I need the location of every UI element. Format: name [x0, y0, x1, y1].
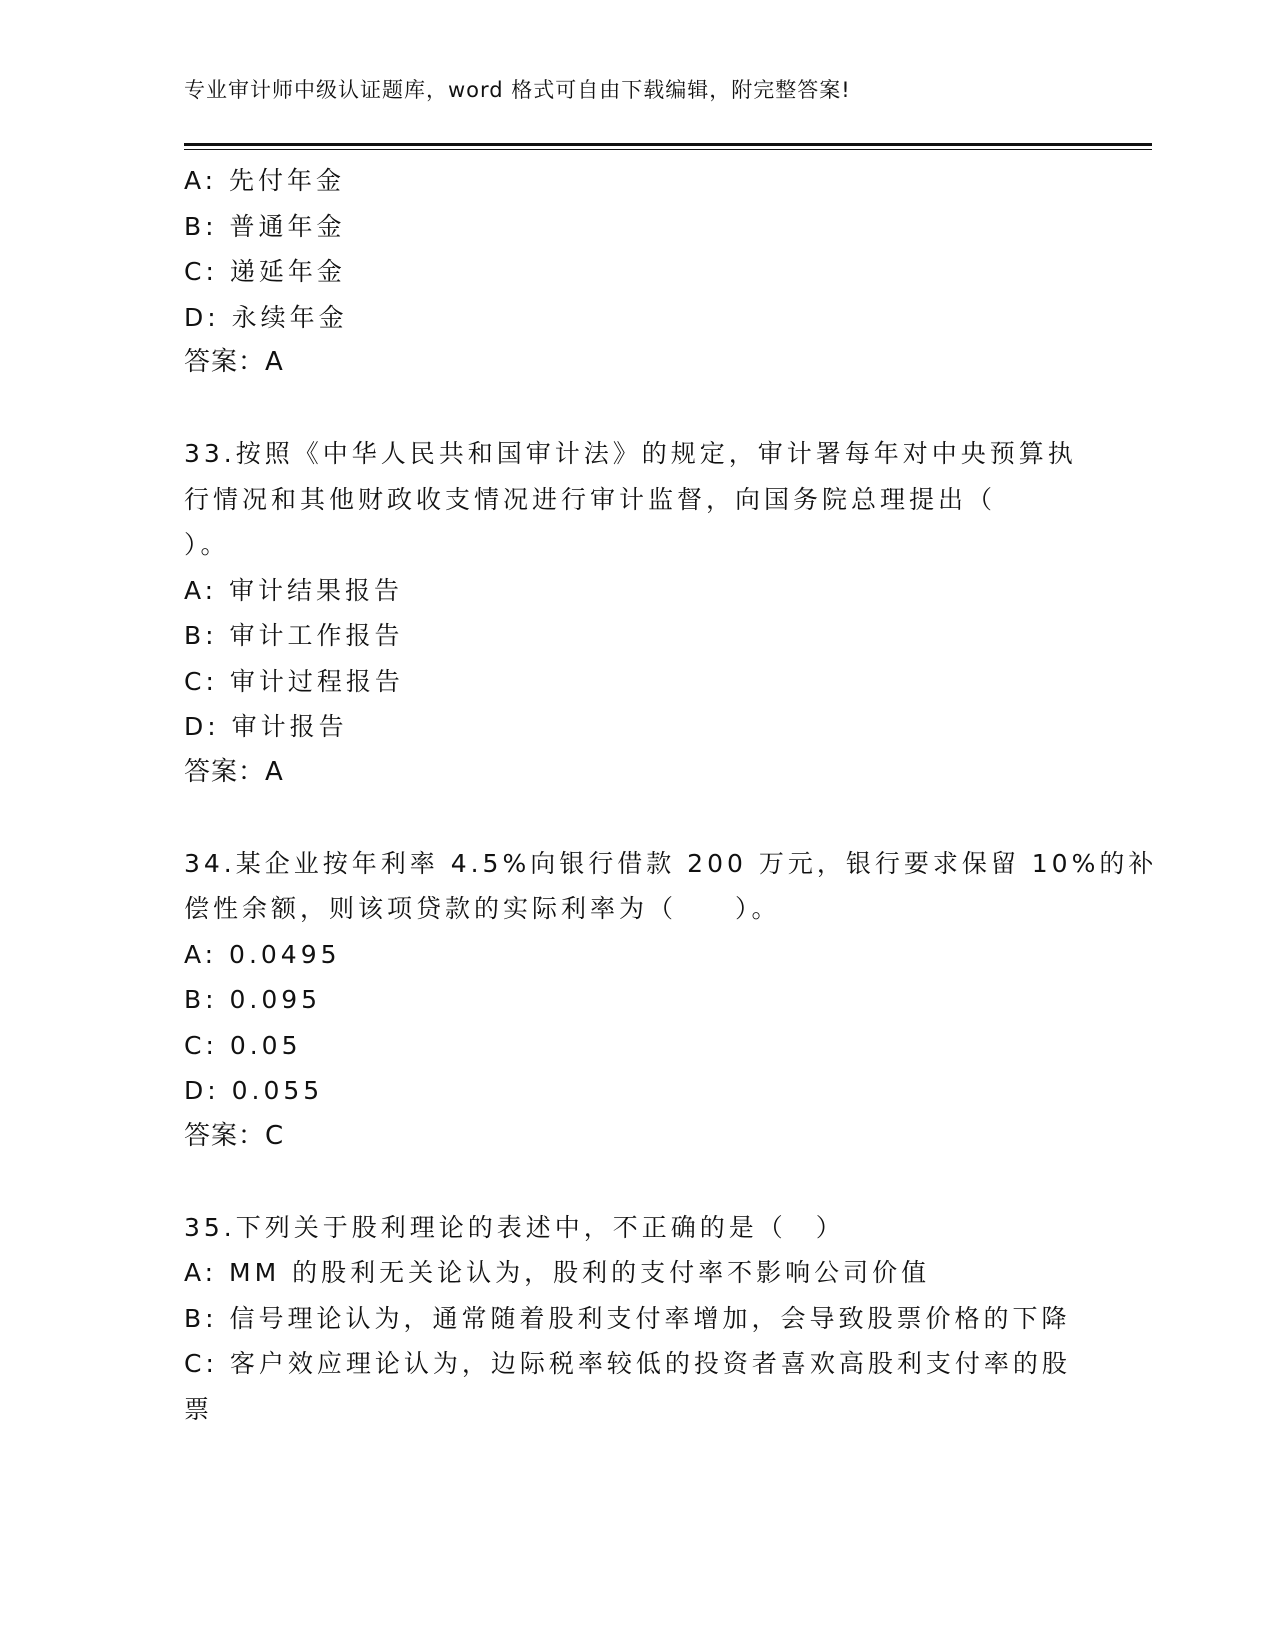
spacer — [184, 386, 1084, 432]
option-a: A: 先付年金 — [184, 166, 346, 195]
question-stem-line: 34.某企业按年利率 4.5%向银行借款 200 万元，银行要求保留 10%的补 — [184, 848, 1158, 878]
option-d: D: 0.055 — [184, 1076, 324, 1105]
question-34 — [184, 841, 1158, 1160]
question-33 — [184, 431, 1084, 795]
option-a: A: MM 的股利无关论认为，股利的支付率不影响公司价值 — [184, 1258, 931, 1287]
header-rule-thin — [184, 149, 1152, 150]
question-35 — [184, 1205, 1084, 1433]
option-a: A: 审计结果报告 — [184, 575, 404, 605]
option-a: A: 0.0495 — [184, 939, 341, 969]
option-c: C: 递延年金 — [184, 257, 346, 286]
answer-line: 答案：C — [184, 1120, 285, 1151]
option-b: B: 信号理论认为，通常随着股利支付率增加，会导致股票价格的下降 — [184, 1303, 1071, 1333]
question-content — [184, 158, 1158, 1432]
option-b: B: 普通年金 — [184, 211, 346, 241]
question-stem-line: 35.下列关于股利理论的表述中，不正确的是（ ） — [184, 1212, 845, 1242]
prev-question-block — [184, 158, 1084, 386]
option-c: C: 客户效应理论认为，边际税率较低的投资者喜欢高股利支付率的股 — [184, 1349, 1071, 1378]
option-b: B: 0.095 — [184, 985, 322, 1014]
answer-line: 答案：A — [184, 756, 284, 787]
spacer — [184, 795, 1084, 841]
option-d: D: 永续年金 — [184, 302, 348, 332]
question-stem-line: 33.按照《中华人民共和国审计法》的规定，审计署每年对中央预算执 — [184, 439, 1077, 468]
option-c: C: 审计过程报告 — [184, 666, 404, 696]
answer-line: 答案：A — [184, 347, 284, 377]
question-stem-line: 行情况和其他财政收支情况进行审计监督，向国务院总理提出（ — [184, 484, 997, 514]
option-c-continued: 票 — [184, 1394, 214, 1424]
option-c: C: 0.05 — [184, 1030, 302, 1060]
option-d: D: 审计报告 — [184, 712, 348, 741]
question-stem-line: ）。 — [184, 530, 230, 559]
page-header: 专业审计师中级认证题库，word 格式可自由下载编辑，附完整答案! — [184, 78, 851, 102]
header-rule-thick — [184, 143, 1152, 146]
question-stem-line: 偿性余额，则该项贷款的实际利率为（ ）。 — [184, 894, 781, 923]
spacer — [184, 1159, 1084, 1205]
option-b: B: 审计工作报告 — [184, 621, 404, 650]
